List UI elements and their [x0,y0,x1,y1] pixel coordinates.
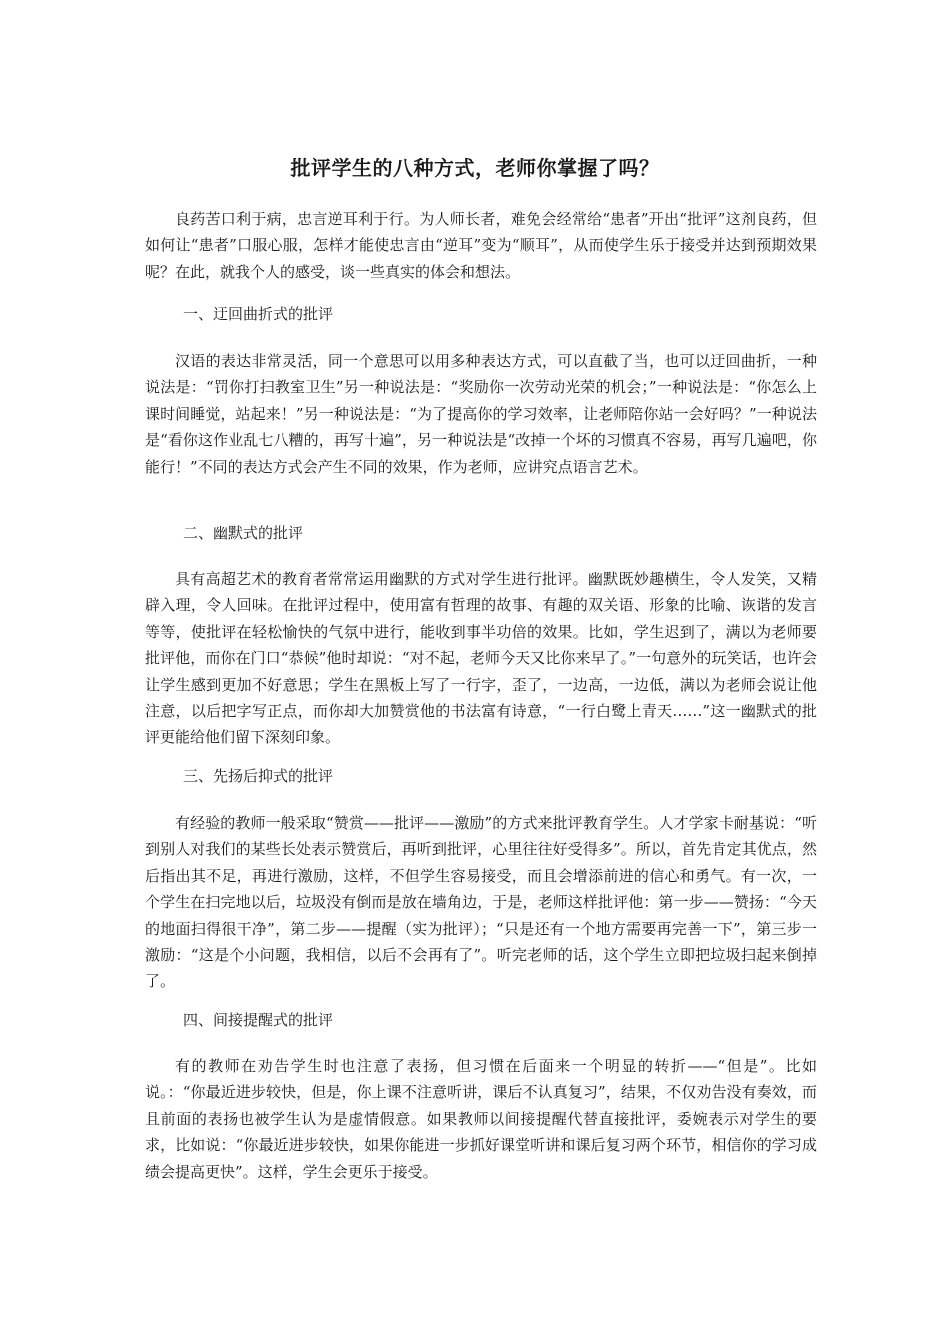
section-heading-1: 一、迂回曲折式的批评 [183,305,334,323]
section-heading-2: 二、幽默式的批评 [183,524,304,542]
document-title: 批评学生的八种方式，老师你掌握了吗？ [290,156,660,180]
section-body-1: 汉语的表达非常灵活，同一个意思可以用多种表达方式，可以直截了当，也可以迂回曲折，一种说法是：“罚你打扫教室卫生”另一种说法是：“奖励你一次劳动光荣的机会；”一种说法是：“你怎么上课时间睡觉，站起来！”另一种说法是：“为了提高你的学习效率，让老师陪你站一会好吗？”一种说法是“看你这作业乱七八糟的，再写十遍”，另一种说法是“改掉一个坏的习惯真不容易，再写几遍吧，你能行！”不同的表达方式会产生不同的效果，作为老师，应讲究点语言艺术。 [145,352,817,476]
section-body-2: 具有高超艺术的教育者常常运用幽默的方式对学生进行批评。幽默既妙趣横生，令人发笑，又精辟入理，令人回味。在批评过程中，使用富有哲理的故事、有趣的双关语、形象的比喻、诙谐的发言等等，使批评在轻松愉快的气氛中进行，能收到事半功倍的效果。比如，学生迟到了，满以为老师要批评他，而你在门口“恭候”他时却说：“对不起，老师今天又比你来早了。”一句意外的玩笑话，也许会让学生感到更加不好意思；学生在黑板上写了一行字，歪了，一边高，一边低，满以为老师会说让他注意，以后把字写正点，而你却大加赞赏他的书法富有诗意，“一行白鹭上青天……”这一幽默式的批评更能给他们留下深刻印象。 [145,570,817,747]
intro-paragraph: 良药苦口利于病，忠言逆耳利于行。为人师长者，难免会经常给“患者”开出“批评”这剂良药，但如何让“患者”口服心服，怎样才能使忠言由“逆耳”变为“顺耳”，从而使学生乐于接受并达到预期效果呢？在此，就我个人的感受，谈一些真实的体会和想法。 [145,210,817,281]
section-body-4: 有的教师在劝告学生时也注意了表扬，但习惯在后面来一个明显的转折——“但是”。比如说。：“你最近进步较快，但是，你上课不注意听讲，课后不认真复习”，结果，不仅劝告没有奏效，而且前面的表扬也被学生认为是虚情假意。如果教师以间接提醒代替直接批评，委婉表示对学生的要求，比如说：“你最近进步较快，如果你能进一步抓好课堂听讲和课后复习两个环节，相信你的学习成绩会提高更快”。这样，学生会更乐于接受。 [145,1057,817,1181]
section-body-3: 有经验的教师一般采取“赞赏——批评——激励”的方式来批评教育学生。人才学家卡耐基说：“听到别人对我们的某些长处表示赞赏后，再听到批评，心里往往好受得多”。所以，首先肯定其优点，然后指出其不足，再进行激励，这样，不但学生容易接受，而且会增添前进的信心和勇气。有一次，一个学生在扫完地以后，垃圾没有倒而是放在墙角边，于是，老师这样批评他：第一步——赞扬：“今天的地面扫得很干净”，第二步——提醒（实为批评）；“只是还有一个地方需要再完善一下”，第三步一激励：“这是个小问题，我相信，以后不会再有了”。听完老师的话，这个学生立即把垃圾扫起来倒掉了。 [145,814,817,991]
section-heading-4: 四、间接提醒式的批评 [183,1011,334,1029]
section-heading-3: 三、先扬后抑式的批评 [183,767,334,785]
